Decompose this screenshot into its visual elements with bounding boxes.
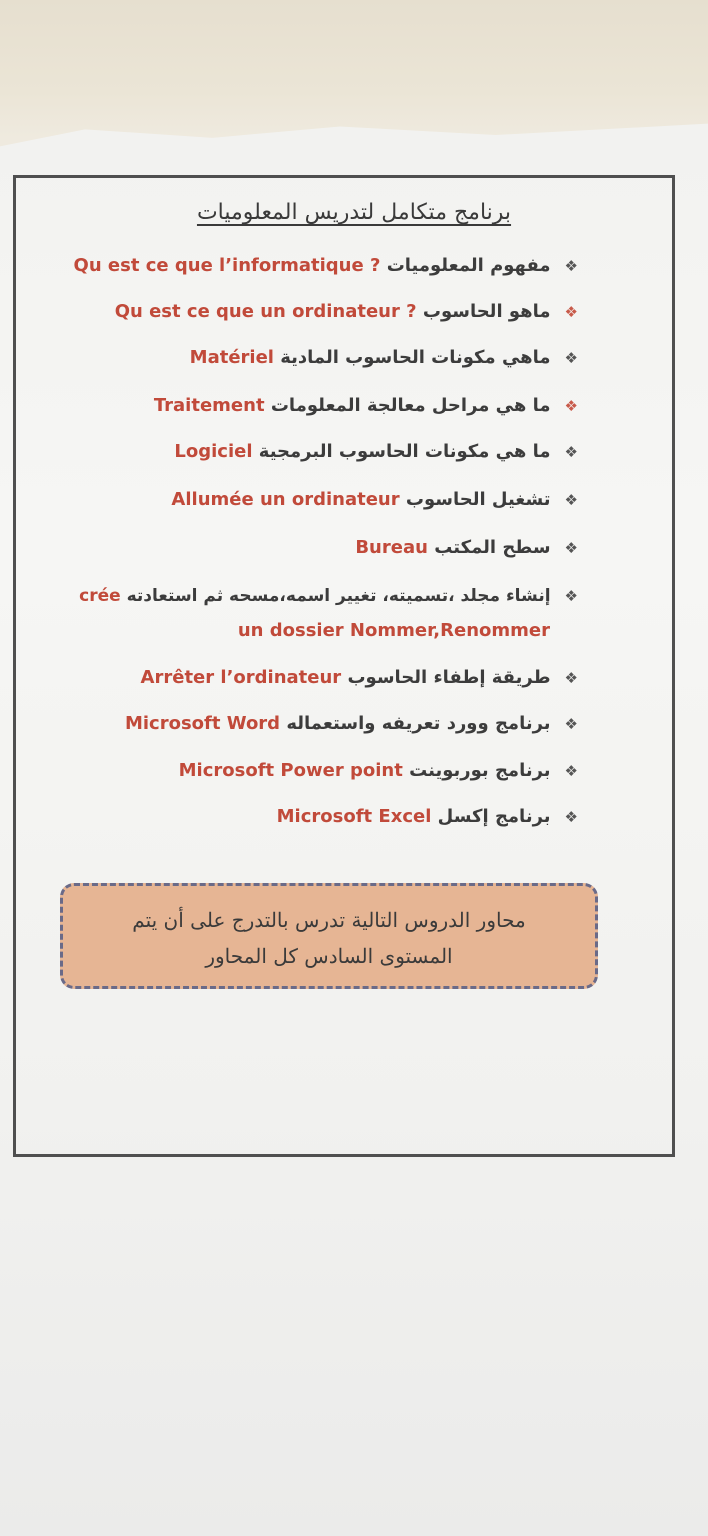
item-arabic: ما هي مكونات الحاسوب البرمجية [258, 441, 551, 462]
item-french: Microsoft Excel [276, 806, 432, 827]
bullet-icon: ❖ [564, 587, 578, 605]
item-arabic: برنامج إكسل [437, 806, 551, 827]
bullet-icon: ❖ [564, 491, 578, 509]
item-french: Microsoft Word [124, 713, 281, 734]
note-box [60, 883, 598, 989]
list-item [40, 806, 578, 827]
item-french: crée [79, 586, 121, 606]
item-french: Logiciel [174, 441, 253, 462]
item-arabic: برنامج وورد تعريفه واستعماله [286, 713, 551, 734]
item-arabic: ماهي مكونات الحاسوب المادية [280, 347, 551, 368]
item-french: Bureau [355, 537, 428, 558]
list-item [40, 586, 578, 606]
bullet-icon: ❖ [564, 443, 578, 461]
item-arabic: إنشاء مجلد ،تسميته، تغيير اسمه،مسحه ثم استعادته [126, 586, 551, 606]
list-item [40, 395, 578, 416]
item-arabic: طريقة إطفاء الحاسوب [347, 667, 551, 688]
list-item [40, 441, 578, 462]
bullet-icon: ❖ [564, 303, 578, 321]
bullet-icon: ❖ [564, 715, 578, 733]
bullet-icon: ❖ [564, 397, 578, 415]
list-item [40, 489, 578, 510]
list-item [40, 255, 578, 276]
item-french: Microsoft Power point [178, 760, 403, 781]
list-item [40, 667, 578, 688]
list-item [40, 760, 578, 781]
bullet-icon: ❖ [564, 349, 578, 367]
bullet-icon: ❖ [564, 762, 578, 780]
list-item [40, 713, 578, 734]
note-line-1: محاور الدروس التالية تدرس بالتدرج على أن يتم [132, 908, 526, 932]
item-french: Traitement [153, 395, 265, 416]
content-frame [13, 175, 675, 1157]
list-item [40, 537, 578, 558]
bullet-icon: ❖ [564, 257, 578, 275]
bullet-icon: ❖ [564, 808, 578, 826]
item-french-continuation: un dossier Nommer,Renommer [237, 620, 550, 641]
item-french: Matériel [189, 347, 274, 368]
item-arabic: برنامج بوربوينت [409, 760, 551, 781]
item-french: Qu est ce que un ordinateur ? [114, 301, 417, 322]
item-french: Qu est ce que l’informatique ? [73, 255, 381, 276]
bullet-icon: ❖ [564, 539, 578, 557]
item-arabic: ماهو الحاسوب [422, 301, 551, 322]
item-arabic: مفهوم المعلوميات [386, 255, 551, 276]
bullet-icon: ❖ [564, 669, 578, 687]
item-arabic: ما هي مراحل معالجة المعلومات [270, 395, 551, 416]
item-french: Allumée un ordinateur [171, 489, 400, 510]
list-item [40, 347, 578, 368]
item-arabic: تشغيل الحاسوب [405, 489, 551, 510]
note-line-2: المستوى السادس كل المحاور [205, 944, 453, 968]
page-title: برنامج متكامل لتدريس المعلوميات [196, 200, 512, 225]
item-french: Arrêter l’ordinateur [140, 667, 342, 688]
item-arabic: سطح المكتب [434, 537, 551, 558]
list-item [40, 301, 578, 322]
